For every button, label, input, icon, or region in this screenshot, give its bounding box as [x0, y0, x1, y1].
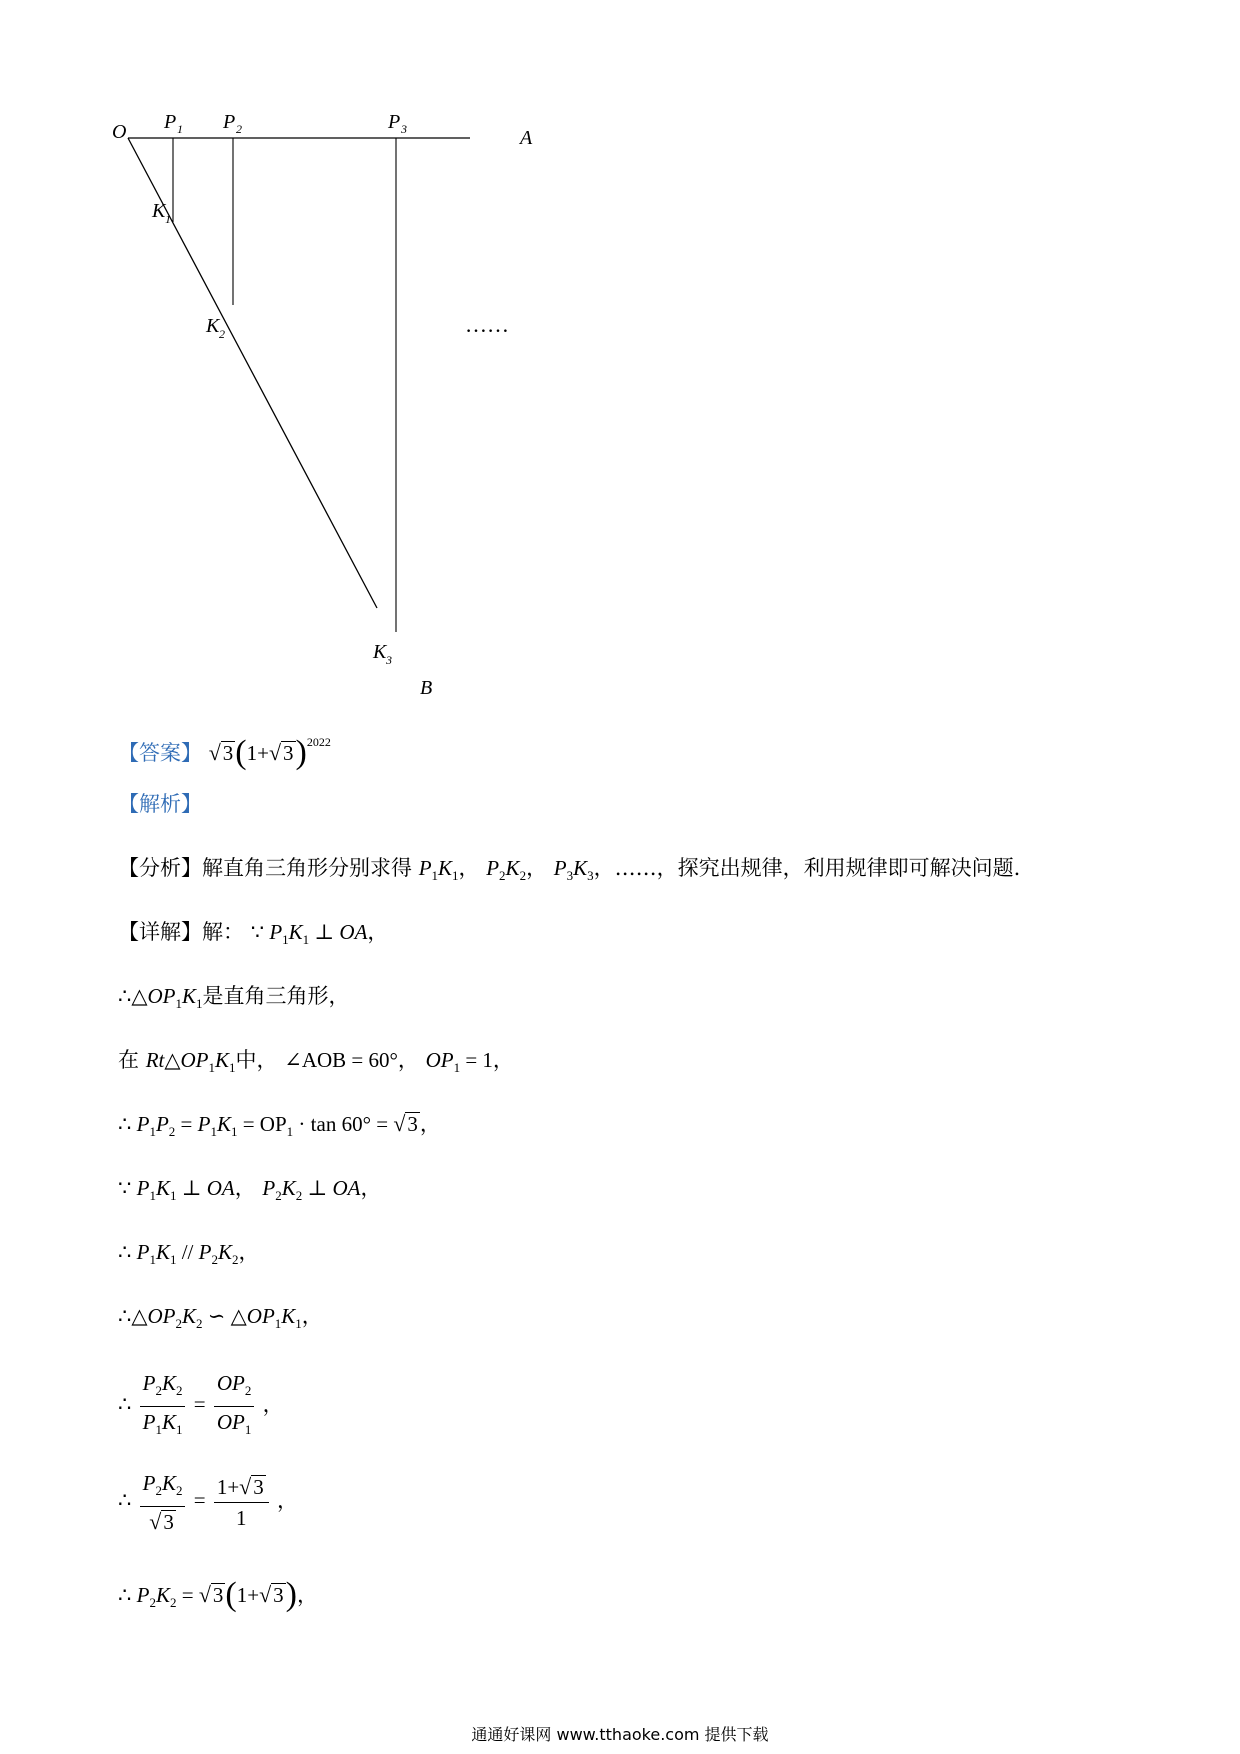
label-a: A	[520, 127, 533, 149]
step-line-9: ∴ $\frac{P_2K_2}{√3}$ = $\frac{1+√3}{1}$ ，	[118, 1471, 298, 1534]
label-o: O	[112, 121, 127, 143]
label-k2-sub: 2	[219, 327, 225, 341]
fenxi-line: 【分析】解直角三角形分别求得 $P_1K_1$， $P_2K_2$， $P_3K_3$，……，探究出规律，利用规律即可解决问题.	[118, 856, 1021, 883]
label-k3-sub: 3	[386, 653, 392, 667]
label-k2: K	[206, 315, 220, 337]
xiangjie-line: 【详解】解： ∵ $P_1K_1$ ⊥ OA，	[118, 920, 389, 947]
xiangjie-tag: 【详解】	[118, 920, 202, 944]
answer-expression: $√3(1+√3)^{2022}$	[208, 734, 331, 771]
label-p2-sub: 2	[236, 122, 242, 136]
step-line-7: $\therefore\triangle OP_2K_2$ ∽ $\triangle OP_1K_1$，	[118, 1304, 323, 1331]
ray-ob	[128, 138, 377, 608]
label-k3: K	[373, 641, 387, 663]
label-b: B	[420, 677, 433, 699]
step-line-10: ∴ $P_2K_2 = √3(1+√3)$，	[118, 1576, 318, 1613]
analysis-tag: 【解析】	[118, 792, 202, 816]
label-p3: P	[388, 111, 401, 133]
label-k1-sub: 1	[165, 212, 171, 226]
page-footer: 通通好课网 www.tthaoke.com 提供下载	[471, 1725, 769, 1744]
step-line-8: ∴ $\frac{P_2K_2}{P_1K_1}$ = $\frac{OP_2}{OP_1}$ ，	[118, 1371, 284, 1437]
answer-line	[118, 727, 331, 771]
step-line-6: ∴ $P_1K_1 // P_2K_2$，	[118, 1240, 260, 1267]
step-line-4: ∴ $P_1P_2 = P_1K_1 = OP_1 \cdot \tan 60^\circ = √3$，	[118, 1111, 441, 1139]
label-p1: P	[164, 111, 177, 133]
step-line-3: 在 $Rt\triangle OP_1K_1$中， ∠AOB = 60°， $OP_1 = 1$，	[118, 1048, 514, 1075]
figure-ellipsis: ……	[465, 312, 509, 337]
answer-tag: 【答案】	[118, 741, 202, 765]
label-p1-sub: 1	[177, 122, 183, 136]
step-line-2: $\therefore\triangle OP_1K_1$是直角三角形，	[118, 984, 350, 1011]
label-k1: K	[152, 200, 166, 222]
geometry-figure	[110, 100, 540, 710]
step-line-5: ∵ $P_1K_1$ ⊥ OA， $P_2K_2$ ⊥ OA，	[118, 1176, 382, 1203]
label-p3-sub: 3	[401, 122, 407, 136]
label-p2: P	[223, 111, 236, 133]
fenxi-tag: 【分析】	[118, 856, 202, 880]
